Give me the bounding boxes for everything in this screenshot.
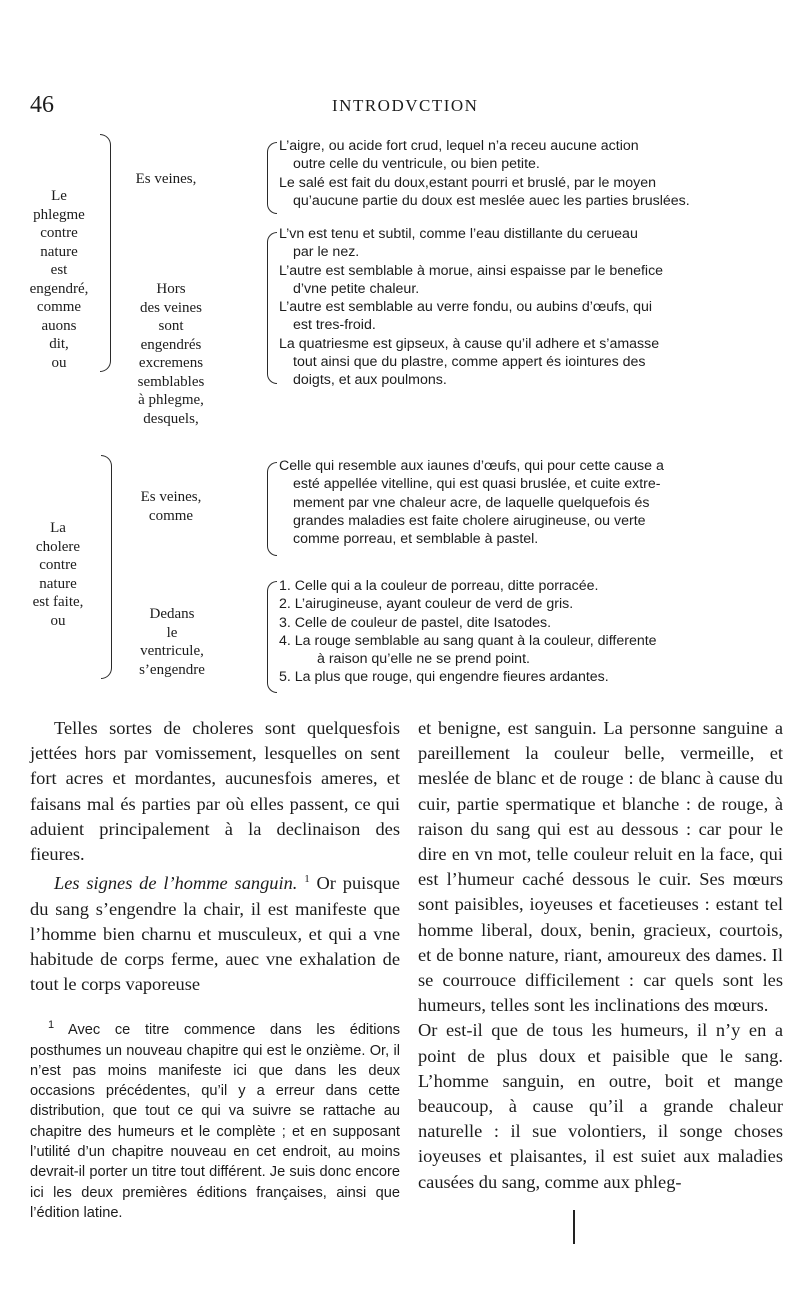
label-line: s’engendre bbox=[139, 661, 205, 678]
group-entries bbox=[279, 137, 779, 210]
entry-line: 3. Celle de couleur de pastel, dite Isatodes. bbox=[279, 614, 552, 631]
entry-line: 5. La plus que rouge, qui engendre fieures ardantes. bbox=[279, 669, 609, 686]
subject-line: ou bbox=[51, 354, 67, 371]
brace bbox=[267, 142, 277, 214]
entry-line: L’autre est semblable au verre fondu, ou aubins d’œufs, qui bbox=[279, 299, 653, 316]
label-line: Es veines, bbox=[140, 489, 202, 505]
entry-line: doigts, et aux poulmons. bbox=[293, 372, 447, 389]
entry-line: tout ainsi que du plastre, comme appert és iointures des bbox=[293, 354, 646, 371]
footnote-ref: 1 bbox=[304, 873, 310, 886]
entry-line: L’autre est semblable à morue, ainsi espaisse par le benefice bbox=[279, 262, 664, 279]
entry-line: est tres-froid. bbox=[293, 317, 376, 334]
subject-line: contre bbox=[39, 557, 77, 573]
paragraph-text: Or puisque du sang s’engendre la chair, il est manifeste que l’homme bien charnu et musculeux, et qui a vne habitude de corps ferme, auec vne exhalation de tout le corps vaporeuse bbox=[30, 873, 400, 995]
entry-line: mement par vne chaleur acre, de laquelle quelquefois és bbox=[293, 494, 650, 511]
group-label bbox=[106, 280, 236, 428]
section-title: Les signes de l’homme sanguin. bbox=[54, 873, 298, 894]
footnote-text: Avec ce titre commence dans les éditions posthumes un nouveau chapitre qui est le onzième. Or, il n’est pas moins manifeste ici que dans les deux occasions précédentes, qu’il y a erreur dans cette distribution, que tout ce qui va suivre se rattache au chapitre des humeurs et le complète ; et en supposant l’utilité d’un chapitre nouveau en cet endroit, au moins devrait-il porter un titre tout différent. Je suis donc encore ici les deux premières éditions françaises, ainsi que l’édition latine. bbox=[30, 1022, 401, 1221]
group-entries bbox=[279, 225, 779, 390]
subject-line: nature bbox=[39, 575, 77, 592]
subject-line: ou bbox=[50, 612, 66, 629]
label-line: le bbox=[166, 624, 178, 641]
footnote bbox=[30, 1015, 400, 1223]
paragraph: Or est-il que de tous les humeurs, il n’y en a point de plus doux et paisible que le sang. L’homme sanguin, en outre, boit et mange beaucoup, à cause qu’il a grande chaleur naturelle : il sue volontiers, il songe choses ioyeuses et plaisantes, il est suiet aux maladies causées du sang, comme aux phleg- bbox=[418, 1020, 783, 1192]
brace bbox=[267, 581, 277, 693]
group-label bbox=[112, 488, 230, 525]
choler-subject bbox=[14, 519, 102, 630]
label-line: Hors bbox=[156, 281, 186, 297]
phlegm-subject bbox=[18, 187, 100, 372]
subject-line: est faite, bbox=[32, 594, 84, 610]
label-line: à phlegme, bbox=[138, 392, 204, 408]
label-line: semblables bbox=[137, 373, 205, 390]
label-line: engendrés bbox=[140, 336, 202, 353]
subject-line: auons bbox=[41, 317, 77, 334]
paragraph: et benigne, est sanguin. La personne sanguine a pareillement la couleur belle, vermeille, et meslée de blanc et de rouge : de blanc à cause du cuir, partie spermatique et blanche : de rouge, à raison du sang qui est au dessous : car pour le dire en vn mot, telle couleur reluit en la face, qui est l’humeur caché dessous le cuir. Ses mœurs sont paisibles, ioyeuses et facetieuses : estant tel homme liberal, doux, benin, gracieux, courtois, et de bonne nature, riant, amoureux des dames. Il se courrouce difficilement : car quels sont les humeurs, telles sont les inclinations des mœurs. bbox=[418, 718, 783, 1016]
subject-line: Le bbox=[51, 188, 67, 204]
subject-line: engendré, bbox=[29, 280, 89, 297]
entry-line: La quatriesme est gipseux, à cause qu’il adhere et s’amasse bbox=[279, 335, 660, 352]
entry-line: 4. La rouge semblable au sang quant à la couleur, differente bbox=[279, 632, 657, 649]
paragraph: Telles sortes de choleres sont quelquesfois jettées hors par vomissement, lesquelles on sent fort acres et mordantes, aucunesfois ameres, et faisans mal és parties par où elles passent, ce qui aduient principalement à la declinaison des fieures. bbox=[30, 718, 400, 865]
left-column bbox=[30, 716, 400, 1223]
entry-line: 2. L’airugineuse, ayant couleur de verd de gris. bbox=[279, 596, 574, 613]
entry-line: outre celle du ventricule, ou bien petite. bbox=[293, 156, 540, 173]
subject-line: est bbox=[50, 262, 68, 278]
subject-line: nature bbox=[40, 243, 78, 260]
entry-line: L’aigre, ou acide fort crud, lequel n’a receu aucune action bbox=[279, 138, 639, 154]
entry-line: d’vne petite chaleur. bbox=[293, 280, 420, 297]
subject-line: cholere bbox=[35, 538, 81, 555]
entry-line: à raison qu’elle ne se prend point. bbox=[317, 651, 530, 668]
label-line: excremens bbox=[138, 355, 204, 371]
subject-line: phlegme bbox=[33, 206, 85, 223]
entry-line: comme porreau, et semblable à pastel. bbox=[293, 531, 539, 548]
group-entries bbox=[279, 457, 779, 548]
right-column bbox=[418, 716, 783, 1195]
page-number: 46 bbox=[30, 92, 54, 118]
subject-line: dit, bbox=[49, 336, 69, 352]
label-line: des veines bbox=[139, 299, 203, 316]
label-line: comme bbox=[148, 507, 194, 524]
label-line: ventricule, bbox=[140, 643, 204, 659]
brace bbox=[267, 232, 277, 384]
brace bbox=[267, 462, 277, 556]
running-head: INTRODVCTION bbox=[332, 96, 479, 115]
subject-line: comme bbox=[36, 299, 82, 315]
group-entries bbox=[279, 577, 779, 687]
entry-line: esté appellée vitelline, qui est quasi bruslée, et cuite extre- bbox=[293, 476, 661, 493]
paragraph bbox=[30, 867, 400, 997]
subject-line: contre bbox=[40, 225, 78, 241]
margin-rule bbox=[573, 1210, 575, 1244]
entry-line: Celle qui resemble aux iaunes d’œufs, qui pour cette cause a bbox=[279, 458, 664, 474]
entry-line: Le salé est fait du doux,estant pourri et bruslé, par le moyen bbox=[279, 174, 656, 191]
entry-line: par le nez. bbox=[293, 244, 360, 261]
footnote-mark: 1 bbox=[48, 1019, 55, 1032]
entry-line: 1. Celle qui a la couleur de porreau, ditte porracée. bbox=[279, 578, 599, 594]
label-line: Dedans bbox=[149, 606, 195, 622]
entry-line: grandes maladies est faite cholere airugineuse, ou verte bbox=[293, 512, 646, 529]
subject-line: La bbox=[50, 520, 66, 536]
group-label bbox=[106, 605, 238, 679]
group-label: Es veines, bbox=[135, 171, 197, 187]
entry-line: L’vn est tenu et subtil, comme l’eau distillante du cerueau bbox=[279, 226, 638, 242]
entry-line: qu’aucune partie du doux est meslée auec les parties bruslées. bbox=[293, 192, 690, 209]
label-line: sont bbox=[158, 318, 184, 334]
label-line: desquels, bbox=[143, 410, 199, 427]
